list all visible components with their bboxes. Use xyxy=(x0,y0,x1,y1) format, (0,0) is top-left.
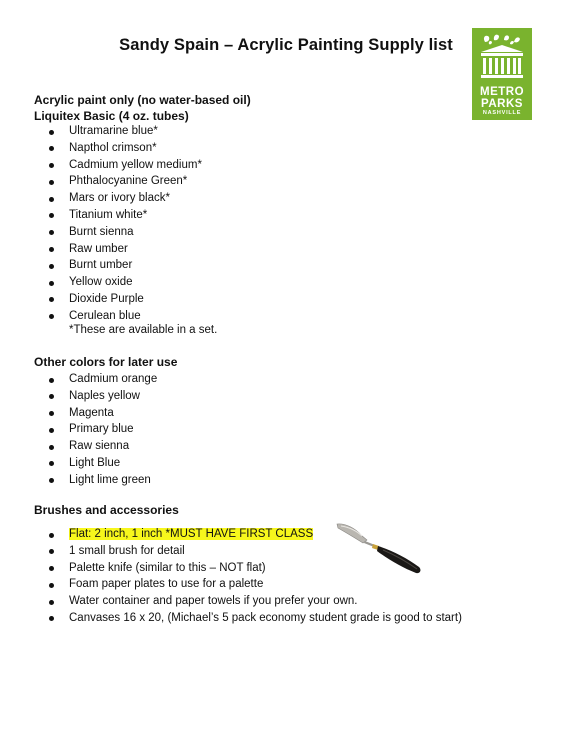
bullet-icon xyxy=(49,213,54,218)
list-item: Light lime green xyxy=(49,472,157,489)
list-item: Cadmium yellow medium* xyxy=(49,157,202,174)
other-colors-list xyxy=(49,371,157,489)
list-item: Burnt umber xyxy=(49,257,202,274)
palette-knife-image xyxy=(333,520,425,578)
section-heading-acrylic: Acrylic paint only (no water-based oil) xyxy=(34,93,251,107)
list-item: Palette knife (similar to this – NOT flat) xyxy=(49,560,462,577)
list-item: Cadmium orange xyxy=(49,371,157,388)
list-item: Light Blue xyxy=(49,455,157,472)
list-item: Mars or ivory black* xyxy=(49,190,202,207)
highlighted-requirement: Flat: 2 inch, 1 inch *MUST HAVE FIRST CLASS xyxy=(69,528,314,540)
list-item: Naples yellow xyxy=(49,388,157,405)
list-item: 1 small brush for detail xyxy=(49,543,462,560)
bullet-icon xyxy=(49,297,54,302)
list-item: Napthol crimson* xyxy=(49,140,202,157)
bullet-icon xyxy=(49,163,54,168)
paint-list xyxy=(49,123,202,325)
section-heading-liquitex: Liquitex Basic (4 oz. tubes) xyxy=(34,109,189,123)
bullet-icon xyxy=(49,461,54,466)
bullet-icon xyxy=(49,549,54,554)
list-item: Titanium white* xyxy=(49,207,202,224)
list-item: Burnt sienna xyxy=(49,224,202,241)
section-heading-other-colors: Other colors for later use xyxy=(34,355,178,369)
bullet-icon xyxy=(49,394,54,399)
bullet-icon xyxy=(49,566,54,571)
section-heading-brushes: Brushes and accessories xyxy=(34,503,179,517)
bullet-icon xyxy=(49,146,54,151)
list-item: Foam paper plates to use for a palette xyxy=(49,576,462,593)
bullet-icon xyxy=(49,230,54,235)
bullet-icon xyxy=(49,247,54,252)
logo-text-parks: PARKS xyxy=(481,98,523,110)
list-item: Dioxide Purple xyxy=(49,291,202,308)
metro-parks-logo xyxy=(472,28,532,120)
list-item: Primary blue xyxy=(49,421,157,438)
bullet-icon xyxy=(49,314,54,319)
list-item: Ultramarine blue* xyxy=(49,123,202,140)
list-item: Water container and paper towels if you prefer your own. xyxy=(49,593,462,610)
list-item: Raw sienna xyxy=(49,438,157,455)
list-item: Raw umber xyxy=(49,241,202,258)
logo-text-metro: METRO xyxy=(479,86,525,98)
bullet-icon xyxy=(49,428,54,433)
bullet-icon xyxy=(49,583,54,588)
bullet-icon xyxy=(49,378,54,383)
bullet-icon xyxy=(49,533,54,538)
bullet-icon xyxy=(49,616,54,621)
bullet-icon xyxy=(49,281,54,286)
bullet-icon xyxy=(49,130,54,135)
bullet-icon xyxy=(49,478,54,483)
list-item: Canvases 16 x 20, (Michael’s 5 pack economy student grade is good to start) xyxy=(49,610,462,627)
bullet-icon xyxy=(49,411,54,416)
list-item: Yellow oxide xyxy=(49,274,202,291)
bullet-icon xyxy=(49,180,54,185)
list-item: Magenta xyxy=(49,405,157,422)
bullet-icon xyxy=(49,445,54,450)
list-item: Phthalocyanine Green* xyxy=(49,173,202,190)
page-title: Sandy Spain – Acrylic Painting Supply list xyxy=(119,36,453,54)
parthenon-icon xyxy=(472,28,532,84)
set-note: *These are available in a set. xyxy=(69,324,218,336)
bullet-icon xyxy=(49,264,54,269)
list-item: Cerulean blue xyxy=(49,308,202,325)
bullet-icon xyxy=(49,197,54,202)
bullet-icon xyxy=(49,600,54,605)
logo-text-nashville: NASHVILLE xyxy=(482,110,522,116)
